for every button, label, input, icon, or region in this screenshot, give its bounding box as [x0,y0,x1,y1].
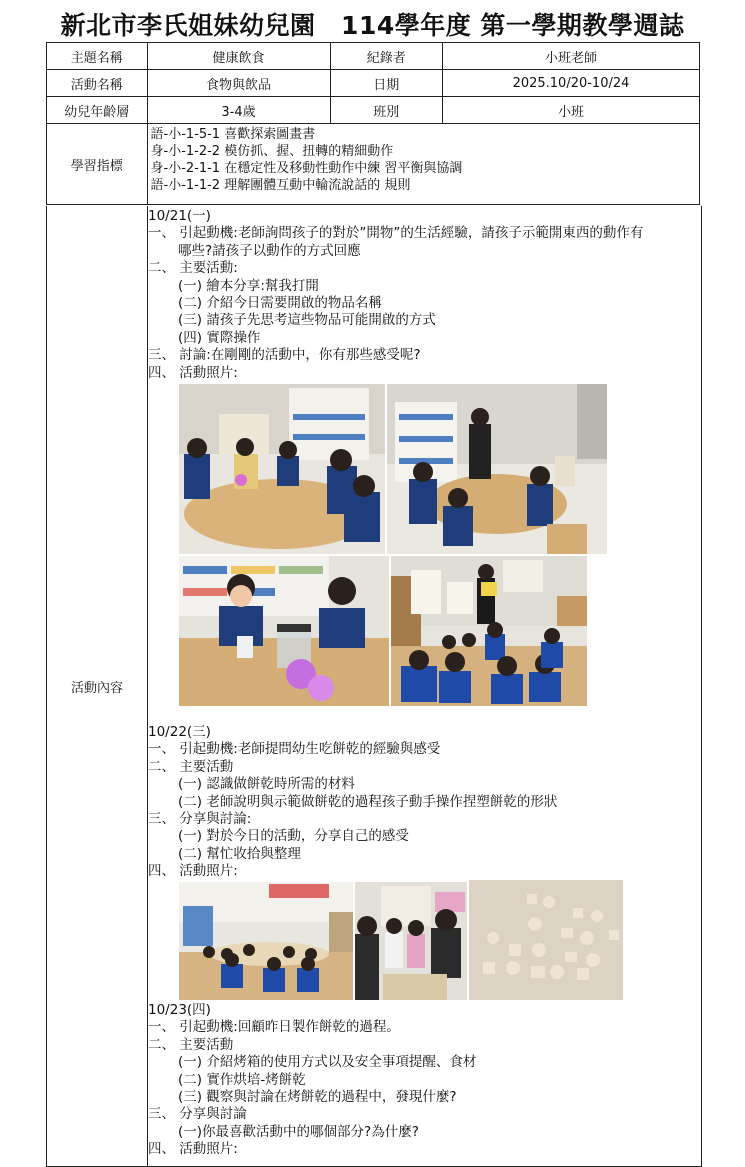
indicators-list [147,124,700,205]
day3-sub1: (一) 介紹烤箱的使用方式以及安全事項提醒、食材 [178,1054,477,1071]
theme-label: 主題名稱 [47,43,148,70]
day1-sub3: (三) 請孩子先思考這些物品可能開啟的方式 [178,312,436,329]
activity-label: 活動名稱 [47,70,148,97]
page-title: 新北市李氏姐妹幼兒園 114學年度 第一學期教學週誌 [60,11,685,40]
day1-line1b: 哪些?請孩子以動作的方式回應 [178,242,361,259]
day1-line3: 三、 討論:在剛剛的活動中，你有那些感受呢? [148,347,421,364]
day2-sub3: (一) 對於今日的活動，分享自己的感受 [178,828,409,845]
day2-photo-2 [355,882,467,1000]
day1-line2: 二、 主要活動: [148,260,238,277]
indicator-item: 身-小-1-2-2 模仿抓、握、扭轉的精細動作 [150,144,394,159]
day1-sub1: (一) 繪本分享:幫我打開 [178,277,319,294]
day3-line4: 四、 活動照片: [148,1141,238,1158]
day1-line1: 一、 引起動機:老師詢問孩子的對於”開物”的生活經驗，請孩子示範開東西的動作有 [148,225,644,242]
recorder-value: 小班老師 [442,43,699,70]
day1-photo-1 [179,384,385,554]
day3-line1: 一、 引起動機:回顧昨日製作餅乾的過程。 [148,1019,400,1036]
day3-sub4: (一)你最喜歡活動中的哪個部分?為什麼? [178,1123,419,1140]
indicator-item: 語-小-1-5-1 喜歡探索圖畫書 [150,127,316,142]
day2-photo-3 [469,880,623,1000]
day2-sub2: (二) 老師說明與示範做餅乾的過程孩子動手操作捏塑餅乾的形狀 [178,793,558,810]
class-label: 班別 [330,97,442,124]
day1-sub4: (四) 實際操作 [178,329,261,346]
day1-photo-3 [179,556,389,706]
day1-photo-2 [387,384,607,554]
age-label: 幼兒年齡層 [47,97,148,124]
indicator-item: 語-小-1-1-2 理解團體互動中輪流說話的 規則 [150,178,411,193]
day3-line2: 二、 主要活動 [148,1036,234,1053]
day2-line4: 四、 活動照片: [148,863,238,880]
activity-content-section [46,206,702,1167]
day3-date: 10/23(四) [148,1002,211,1018]
day2-photo-1 [179,882,353,1000]
day3-line3: 三、 分享與討論 [148,1106,247,1123]
day1-line4: 四、 活動照片: [148,364,238,381]
day3-sub3: (三) 觀察與討論在烤餅乾的過程中，發現什麼? [178,1089,457,1106]
day2-line1: 一、 引起動機:老師提問幼生吃餅乾的經驗與感受 [148,741,441,758]
day1-photo-4 [391,556,587,706]
info-table [46,42,700,205]
day1-date: 10/21(一) [148,208,211,224]
day2-sub1: (一) 認識做餅乾時所需的材料 [178,776,355,793]
day2-date: 10/22(三) [148,724,211,740]
day3-sub2: (二) 實作烘培-烤餅乾 [178,1071,306,1088]
recorder-label: 紀錄者 [330,43,442,70]
day2-sub4: (二) 幫忙收拾與整理 [178,845,301,862]
indicator-item: 身-小-2-1-1 在穩定性及移動性動作中練 習平衡與協調 [150,161,463,176]
age-value: 3-4歲 [147,97,330,124]
theme-value: 健康飲食 [147,43,330,70]
day2-line3: 三、 分享與討論: [148,811,252,828]
indicators-label: 學習指標 [47,124,148,205]
day1-sub2: (二) 介紹今日需要開啟的物品名稱 [178,295,382,312]
activity-value: 食物與飲品 [147,70,330,97]
date-label: 日期 [330,70,442,97]
day2-line2: 二、 主要活動 [148,758,234,775]
date-value: 2025.10/20-10/24 [442,70,699,97]
class-value: 小班 [442,97,699,124]
content-label: 活動內容 [47,206,148,1166]
